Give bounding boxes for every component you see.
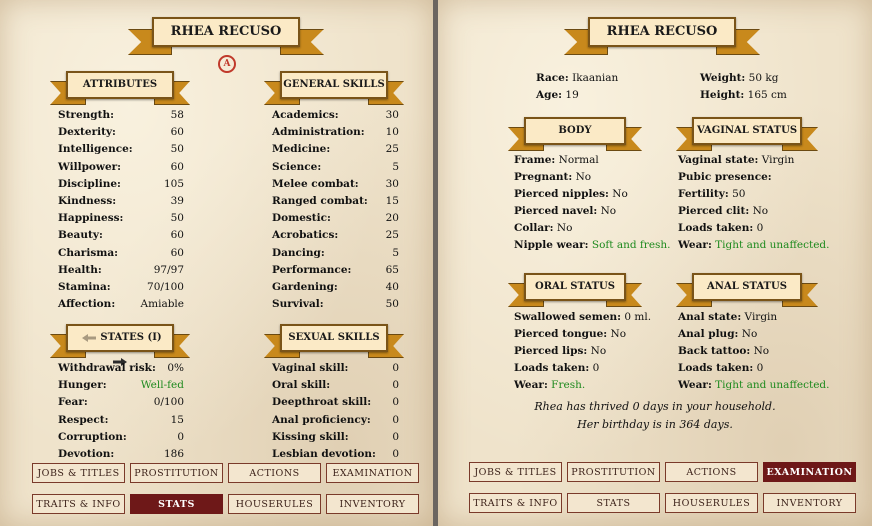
stat-label: Academics: (272, 109, 339, 121)
stat-label: Beauty: (58, 229, 103, 242)
prev-arrow-icon[interactable] (82, 334, 96, 342)
stat-value: 30 (385, 177, 399, 190)
character-name-right: RHEA RECUSO (588, 17, 736, 47)
stat-value: 0 (177, 430, 184, 443)
jobs-titles-button[interactable]: JOBS & TITLES (32, 463, 125, 483)
inventory-button[interactable]: INVENTORY (326, 494, 419, 514)
stat-label: Pubic presence: (678, 171, 772, 183)
stat-value: 0 (756, 362, 764, 374)
stat-value: 15 (170, 413, 184, 426)
stat-label: Pierced lips: (514, 345, 588, 357)
stat-label: Melee combat: (272, 177, 359, 190)
stat-label: Loads taken: (678, 222, 754, 234)
stat-value: Amiable (140, 298, 184, 311)
stat-label: Back tattoo: (678, 345, 751, 357)
stat-label: Frame: (514, 154, 556, 166)
stat-label: Pregnant: (514, 171, 573, 183)
stat-value: 0 (392, 448, 399, 460)
sexual-skills-header (280, 324, 388, 352)
stat-row (678, 238, 830, 252)
stat-row (58, 297, 184, 311)
stat-value: Well-fed (140, 379, 184, 392)
stat-label: Vaginal skill: (272, 362, 349, 374)
stat-label: Pierced nipples: (514, 188, 609, 200)
stat-label: Devotion: (58, 448, 115, 460)
stat-row (58, 211, 184, 225)
stat-value: 20 (385, 212, 399, 225)
stat-row (272, 108, 399, 122)
traits-info-button[interactable]: TRAITS & INFO (32, 494, 125, 514)
stat-value: Tight and unaffected. (715, 239, 830, 251)
stat-row (58, 125, 184, 139)
stat-label: Fear: (58, 396, 88, 409)
stat-label: Kindness: (58, 195, 117, 207)
stat-label: Hunger: (58, 379, 107, 392)
states-title-face (66, 324, 174, 352)
stat-label: Kissing skill: (272, 430, 349, 443)
stats-button[interactable]: STATS (130, 494, 223, 514)
stat-label: Anal proficiency: (272, 413, 371, 426)
actions-button[interactable]: ACTIONS (665, 462, 758, 482)
stat-value: 60 (170, 126, 184, 139)
stat-label: Gardening: (272, 281, 338, 293)
stat-row (58, 395, 184, 409)
stat-value: No (600, 205, 617, 217)
stat-row (272, 361, 399, 375)
stat-label: Corruption: (58, 430, 127, 443)
stat-row (58, 280, 184, 294)
stat-value: No (741, 328, 758, 340)
character-name-banner (152, 17, 300, 47)
body-header (524, 117, 626, 145)
stat-row (272, 395, 399, 409)
stat-row (58, 263, 184, 277)
stat-label: Collar: (514, 222, 554, 234)
attributes-header (66, 71, 174, 99)
stat-row (58, 447, 184, 461)
stat-label: Charisma: (58, 246, 119, 259)
stat-row (678, 153, 794, 167)
stat-row (514, 310, 651, 324)
stat-value: 30 (385, 109, 399, 121)
stat-label: Loads taken: (514, 362, 590, 374)
stat-value: 50 (385, 298, 399, 311)
stat-row (58, 430, 184, 444)
stat-row (514, 361, 599, 375)
stat-label: Medicine: (272, 143, 331, 156)
stat-row (272, 378, 399, 392)
stat-label: Stamina: (58, 281, 111, 293)
stat-row (272, 280, 399, 294)
stat-label: Vaginal state: (678, 154, 759, 166)
jobs-titles-button[interactable]: JOBS & TITLES (469, 462, 562, 482)
stat-row (58, 142, 184, 156)
stat-value: 105 (163, 177, 184, 190)
stat-label: Nipple wear: (514, 239, 589, 251)
stat-row (58, 378, 184, 392)
body-title: BODY (524, 117, 626, 145)
examination-panel (438, 0, 872, 526)
stat-label: Ranged combat: (272, 195, 368, 207)
vaginal-status-header (692, 117, 802, 145)
stat-label: Domestic: (272, 212, 331, 225)
stat-row (678, 378, 830, 392)
stat-row (58, 228, 184, 242)
stat-label: Administration: (272, 126, 365, 139)
general-skills-title: GENERAL SKILLS (280, 71, 388, 99)
stat-value: Soft and fresh. (591, 239, 671, 251)
stat-value: 70/100 (147, 281, 184, 293)
stat-row (272, 228, 399, 242)
stat-row (514, 204, 616, 218)
stat-row (58, 246, 184, 260)
stat-row (58, 413, 184, 427)
birthday-note: Her birthday is in 364 days. (577, 418, 733, 431)
prostitution-button[interactable]: PROSTITUTION (130, 463, 223, 483)
stat-value: 60 (170, 160, 184, 173)
stat-value: No (752, 205, 769, 217)
anal-status-header (692, 273, 802, 301)
oral-status-header (524, 273, 626, 301)
stat-value: 39 (170, 195, 184, 207)
general-skills-header (280, 71, 388, 99)
stat-row (678, 310, 777, 324)
race-row: Race: Ikaanian (536, 72, 619, 84)
stats-button[interactable]: STATS (567, 493, 660, 513)
stat-value: No (575, 171, 592, 183)
stat-label: Swallowed semen: (514, 311, 622, 323)
stat-value: 50 (170, 143, 184, 156)
states-title: STATES (I) (100, 332, 162, 343)
stat-label: Fertility: (678, 188, 729, 200)
stat-label: Oral skill: (272, 379, 331, 392)
character-name: RHEA RECUSO (152, 17, 300, 47)
traits-info-button[interactable]: TRAITS & INFO (469, 493, 562, 513)
stat-value: 0 ml. (624, 311, 652, 323)
stat-value: 40 (385, 281, 399, 293)
stat-row (272, 142, 399, 156)
stat-value: 60 (170, 246, 184, 259)
stat-row (58, 108, 184, 122)
stat-row (58, 361, 184, 375)
stat-row (272, 177, 399, 191)
stat-value: 0 (592, 362, 600, 374)
stat-value: Normal (558, 154, 599, 166)
stat-row (678, 361, 763, 375)
vaginal-status-title: VAGINAL STATUS (692, 117, 802, 145)
stat-value: No (556, 222, 573, 234)
stat-value: 65 (385, 263, 399, 276)
stat-row (58, 177, 184, 191)
stat-label: Anal state: (678, 311, 742, 323)
stat-label: Intelligence: (58, 143, 133, 156)
stat-value: 0 (392, 362, 399, 374)
houserules-button[interactable]: HOUSERULES (228, 494, 321, 514)
stat-label: Affection: (58, 298, 116, 311)
stat-label: Pierced tongue: (514, 328, 608, 340)
inventory-button[interactable]: INVENTORY (763, 493, 856, 513)
stat-row (272, 297, 399, 311)
stat-value: No (612, 188, 628, 200)
stat-row (514, 378, 585, 392)
stat-value: 97/97 (153, 263, 184, 276)
stat-value: 0 (392, 413, 399, 426)
stat-label: Wear: (678, 379, 712, 391)
stat-label: Loads taken: (678, 362, 754, 374)
stat-row (678, 221, 763, 235)
stat-value: Fresh. (551, 379, 586, 391)
stat-label: Acrobatics: (272, 229, 339, 242)
stat-label: Dancing: (272, 246, 325, 259)
stat-row (272, 263, 399, 277)
stat-row (272, 447, 399, 461)
stat-value: Virgin (744, 311, 778, 323)
states-header (66, 324, 174, 352)
stat-row (514, 170, 591, 184)
stat-label: Lesbian devotion: (272, 448, 376, 460)
auto-cycle-icon[interactable]: A (218, 55, 236, 73)
stat-label: Happiness: (58, 212, 124, 225)
sexual-skills-title: SEXUAL SKILLS (280, 324, 388, 352)
stat-value: 25 (385, 143, 399, 156)
stat-label: Performance: (272, 263, 352, 276)
stat-value: 0 (392, 430, 399, 443)
stat-row (514, 327, 626, 341)
stat-value: No (610, 328, 627, 340)
stat-row (514, 187, 628, 201)
houserules-button[interactable]: HOUSERULES (665, 493, 758, 513)
stat-value: 10 (385, 126, 399, 139)
stat-value: Virgin (761, 154, 795, 166)
actions-button[interactable]: ACTIONS (228, 463, 321, 483)
stat-row (272, 194, 399, 208)
stat-label: Anal plug: (678, 328, 739, 340)
stat-value: 0 (756, 222, 764, 234)
stat-value: Tight and unaffected. (715, 379, 830, 391)
stat-value: No (753, 345, 770, 357)
stat-value: 0 (392, 379, 399, 392)
stat-row (514, 221, 572, 235)
stat-label: Wear: (678, 239, 712, 251)
stat-row (678, 187, 745, 201)
height-row: Height: 165 cm (700, 89, 787, 101)
examination-button[interactable]: EXAMINATION (763, 462, 856, 482)
stat-value: 25 (385, 229, 399, 242)
stat-row (272, 246, 399, 260)
attributes-title: ATTRIBUTES (66, 71, 174, 99)
stat-label: Pierced navel: (514, 205, 598, 217)
oral-status-title: ORAL STATUS (524, 273, 626, 301)
stat-row (272, 211, 399, 225)
stat-row (678, 170, 772, 184)
household-days-note: Rhea has thrived 0 days in your household. (534, 400, 776, 413)
stat-row (678, 327, 757, 341)
stat-value: 15 (385, 195, 399, 207)
stat-label: Pierced clit: (678, 205, 750, 217)
stat-label: Dexterity: (58, 126, 116, 139)
stat-row (514, 344, 606, 358)
stat-label: Willpower: (58, 160, 122, 173)
prostitution-button[interactable]: PROSTITUTION (567, 462, 660, 482)
stat-value: 60 (170, 229, 184, 242)
stat-row (678, 204, 768, 218)
stat-row (514, 153, 599, 167)
stat-value: 5 (392, 246, 399, 259)
age-row: Age: 19 (536, 89, 579, 101)
stat-value: 58 (170, 109, 184, 121)
stat-value: 186 (163, 448, 184, 460)
stat-row (272, 125, 399, 139)
weight-row: Weight: 50 kg (700, 72, 779, 84)
stat-row (58, 160, 184, 174)
stat-value: 0 (392, 396, 399, 409)
stat-row (514, 238, 671, 252)
stat-label: Deepthroat skill: (272, 396, 372, 409)
stat-label: Withdrawal risk: (58, 362, 156, 374)
stat-row (272, 160, 399, 174)
stats-panel (0, 0, 433, 526)
stat-value: 50 (170, 212, 184, 225)
stat-label: Wear: (514, 379, 548, 391)
stat-label: Respect: (58, 413, 109, 426)
stat-label: Survival: (272, 298, 324, 311)
stat-value: No (590, 345, 607, 357)
stat-row (272, 430, 399, 444)
stat-row (678, 344, 769, 358)
examination-button[interactable]: EXAMINATION (326, 463, 419, 483)
stat-value: 5 (392, 160, 399, 173)
stat-row (58, 194, 184, 208)
stat-value: 50 (732, 188, 746, 200)
stat-label: Strength: (58, 109, 114, 121)
stat-value: 0% (167, 362, 184, 374)
stat-row (272, 413, 399, 427)
anal-status-title: ANAL STATUS (692, 273, 802, 301)
character-name-banner-right (588, 17, 736, 47)
stat-label: Science: (272, 160, 322, 173)
stat-label: Health: (58, 263, 102, 276)
stat-label: Discipline: (58, 177, 121, 190)
stat-value: 0/100 (153, 396, 184, 409)
